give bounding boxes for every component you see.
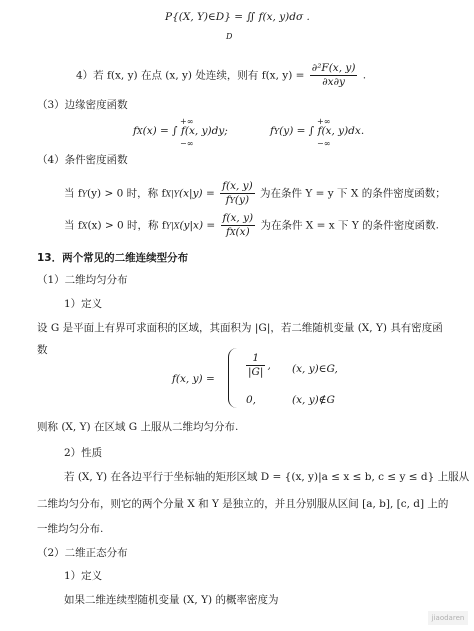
conditional-density-1	[64, 180, 446, 207]
sub2-title: （2）二维正态分布	[37, 547, 128, 559]
cond1-den-f: f	[225, 194, 230, 206]
prop2-title: 2）性质	[64, 447, 103, 459]
cond1-mid: (y) > 0 时，称 f	[87, 187, 166, 200]
marginal-fy-upper: +∞	[317, 117, 331, 126]
marginal-fx-lower: −∞	[180, 139, 194, 148]
pdf-case1-condition: (x, y)∈G,	[292, 363, 338, 375]
cond2-den-arg: (x)	[235, 226, 250, 238]
uniform-def-line1: 设 G 是平面上有界可求面积的区域，其面积为 |G|，若二维随机变量 (X, Y) 具有密度函	[37, 322, 443, 334]
item4-denominator: ∂x∂y	[322, 76, 345, 88]
item4-text: 4）若 f(x, y) 在点 (x, y) 处连续，则有 f(x, y) =	[76, 69, 308, 82]
watermark: jiaodaren	[428, 611, 468, 625]
prop-line1: 若 (X, Y) 在各边平行于坐标轴的矩形区域 D = {(x, y)|a ≤ x ≤ b, c ≤ y ≤ d} 上服从	[64, 471, 470, 483]
section4-title: （4）条件密度函数	[37, 154, 128, 166]
cond1-pre-sub: Y	[81, 189, 88, 199]
marginal-fy-lower: −∞	[317, 139, 331, 148]
pdf-brace	[228, 348, 243, 408]
item4-fraction	[310, 62, 358, 89]
item4-end: .	[362, 69, 367, 82]
cond2-pre-sub: X	[81, 221, 88, 231]
cond1-den-arg: (y)	[234, 194, 250, 206]
def1-title: 1）定义	[64, 298, 103, 310]
cond2-fraction	[221, 212, 256, 239]
prop-line2: 二维均匀分布，则它的两个分量 X 和 Y 是独立的，并且分别服从区间 [a, b], [c, d] 上的	[37, 498, 449, 510]
marginal-fy-sub: Y	[273, 127, 280, 136]
marginal-fx-upper: +∞	[180, 117, 194, 126]
cond2-denominator	[221, 226, 256, 239]
marginal-fy-rest: (y) = ∫ f(x, y)dx.	[279, 125, 365, 137]
marginal-fx-sub: X	[136, 127, 143, 136]
item4-line	[76, 62, 366, 89]
cond1-den-sub: Y	[229, 196, 235, 205]
pdf-case2-value: 0,	[246, 394, 257, 406]
cond2-sub: Y|X	[165, 221, 180, 231]
def2-title: 1）定义	[64, 570, 103, 582]
conditional-density-2	[64, 212, 439, 239]
cond1-pre: 当 f	[64, 187, 82, 200]
pdf-lhs: f(x, y) =	[172, 373, 215, 385]
cond1-sub: X|Y	[165, 189, 180, 199]
cond1-numerator: f(x, y)	[222, 180, 253, 192]
cond1-arg: (x|y) =	[179, 187, 219, 200]
section3-title: （3）边缘密度函数	[37, 99, 128, 111]
cond2-den-f: f	[225, 226, 230, 238]
cond1-denominator	[220, 194, 255, 207]
pdf-case1-denominator: |G|	[248, 366, 264, 378]
cond2-numerator: f(x, y)	[222, 212, 254, 224]
cond2-den-sub: X	[229, 228, 236, 237]
cond2-post: 为在条件 X = x 下 Y 的条件密度函数.	[260, 219, 439, 232]
uniform-conclusion: 则称 (X, Y) 在区域 G 上服从二维均匀分布.	[37, 421, 239, 433]
sub1-title: （1）二维均匀分布	[37, 274, 128, 286]
pdf-case1-fraction	[246, 352, 265, 379]
marginal-fy-f: f	[270, 125, 274, 137]
marginal-fx-f: f	[133, 125, 137, 137]
item4-numerator: ∂²F(x, y)	[311, 62, 356, 74]
cond1-fraction	[220, 180, 255, 207]
uniform-def-line2: 数	[37, 344, 48, 356]
prop-line3: 一维均匀分布.	[37, 523, 104, 535]
cond2-arg: (y|x) =	[179, 219, 219, 232]
pdf-case1-value: $\frac{1}{|G|}$ ,	[248, 352, 271, 378]
marginal-fx-rest: (x) = ∫ f(x, y)dy;	[142, 125, 228, 137]
pdf-case2-condition: (x, y)∉G	[292, 394, 335, 406]
probability-formula: P{(X, Y)∈D} = ∬ f(x, y)dσ .	[165, 11, 310, 23]
section13-title: 13．两个常见的二维连续型分布	[37, 252, 189, 264]
cond2-pre: 当 f	[64, 219, 82, 232]
cond1-post: 为在条件 Y = y 下 X 的条件密度函数；	[260, 187, 446, 200]
cond2-mid: (x) > 0 时，称 f	[87, 219, 166, 232]
probability-formula-subscript: D	[226, 32, 233, 41]
pdf-case1-numerator: 1	[246, 352, 265, 366]
normal-def-line: 如果二维连续型随机变量 (X, Y) 的概率密度为	[64, 594, 279, 606]
